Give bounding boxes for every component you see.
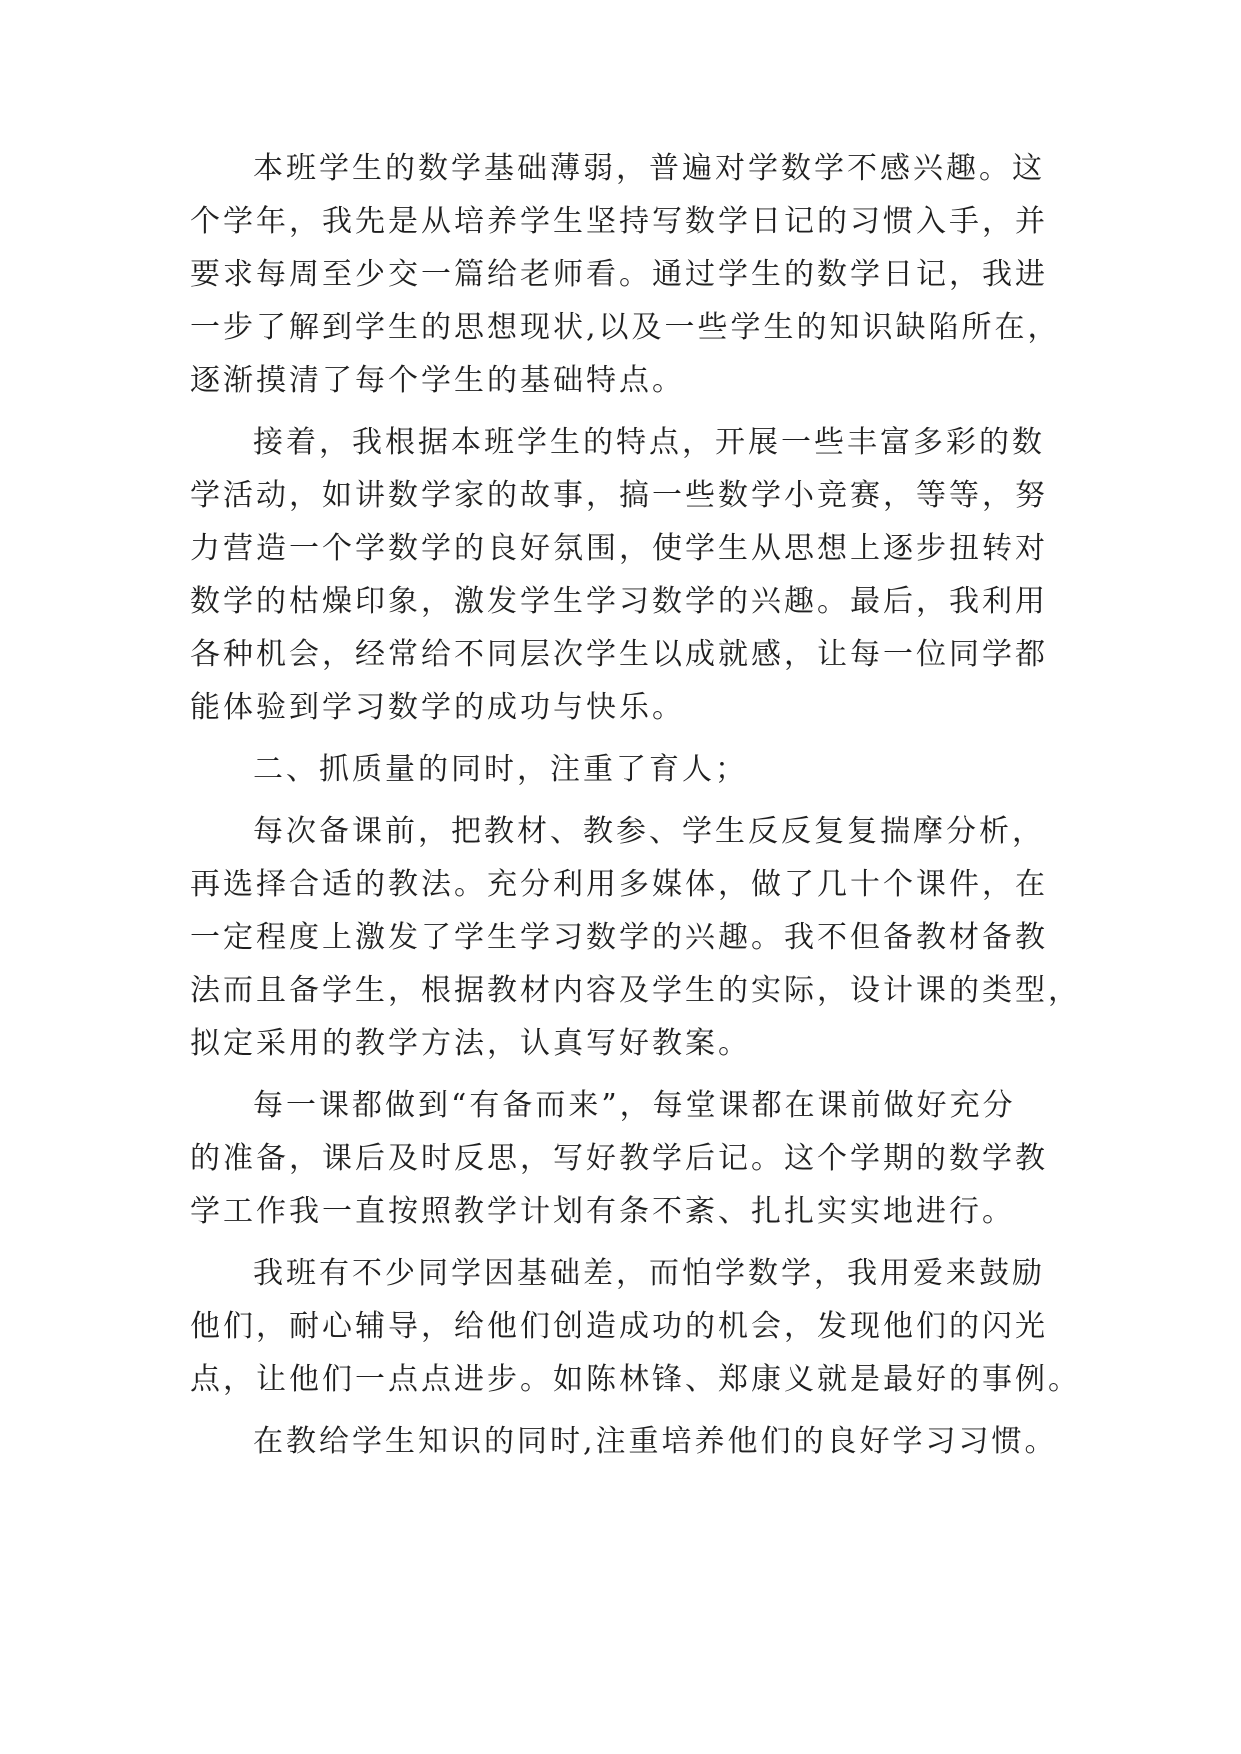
text-line: 学活动，如讲数学家的故事，搞一些数学小竞赛，等等，努 <box>190 478 1048 513</box>
text-line: 我班有不少同学因基础差，而怕学数学，我用爱来鼓励 <box>253 1256 1045 1291</box>
text-line: 点，让他们一点点进步。如陈林锋、郑康义就是最好的事例。 <box>190 1362 1081 1397</box>
text-line: 一定程度上激发了学生学习数学的兴趣。我不但备教材备教 <box>190 920 1048 955</box>
text-line: 学工作我一直按照教学计划有条不紊、扎扎实实地进行。 <box>190 1194 1015 1229</box>
text-line: 再选择合适的教法。充分利用多媒体，做了几十个课件，在 <box>190 867 1048 902</box>
text-line: 法而且备学生，根据教材内容及学生的实际，设计课的类型， <box>190 973 1081 1008</box>
text-line: 接着，我根据本班学生的特点，开展一些丰富多彩的数 <box>253 425 1045 460</box>
text-line: 本班学生的数学基础薄弱，普遍对学数学不感兴趣。这 <box>253 151 1045 186</box>
text-line: 在教给学生知识的同时,注重培养他们的良好学习习惯。 <box>253 1424 1058 1459</box>
section-heading: 二、抓质量的同时，注重了育人； <box>253 752 748 787</box>
text-line: 力营造一个学数学的良好氛围，使学生从思想上逐步扭转对 <box>190 531 1048 566</box>
text-line: 各种机会，经常给不同层次学生以成就感，让每一位同学都 <box>190 637 1048 672</box>
text-line: 的准备，课后及时反思，写好教学后记。这个学期的数学教 <box>190 1141 1048 1176</box>
text-line: 每一课都做到“有备而来”，每堂课都在课前做好充分 <box>253 1088 1016 1123</box>
text-line: 个学年，我先是从培养学生坚持写数学日记的习惯入手，并 <box>190 204 1048 239</box>
text-line: 拟定采用的教学方法，认真写好教案。 <box>190 1026 751 1061</box>
text-line: 一步了解到学生的思想现状,以及一些学生的知识缺陷所在， <box>190 310 1061 345</box>
text-line: 要求每周至少交一篇给老师看。通过学生的数学日记，我进 <box>190 257 1048 292</box>
text-line: 他们，耐心辅导，给他们创造成功的机会，发现他们的闪光 <box>190 1309 1048 1344</box>
text-line: 能体验到学习数学的成功与快乐。 <box>190 690 685 725</box>
text-line: 逐渐摸清了每个学生的基础特点。 <box>190 363 685 398</box>
text-line: 数学的枯燥印象，激发学生学习数学的兴趣。最后，我利用 <box>190 584 1048 619</box>
text-line: 每次备课前，把教材、教参、学生反反复复揣摩分析， <box>253 814 1045 849</box>
